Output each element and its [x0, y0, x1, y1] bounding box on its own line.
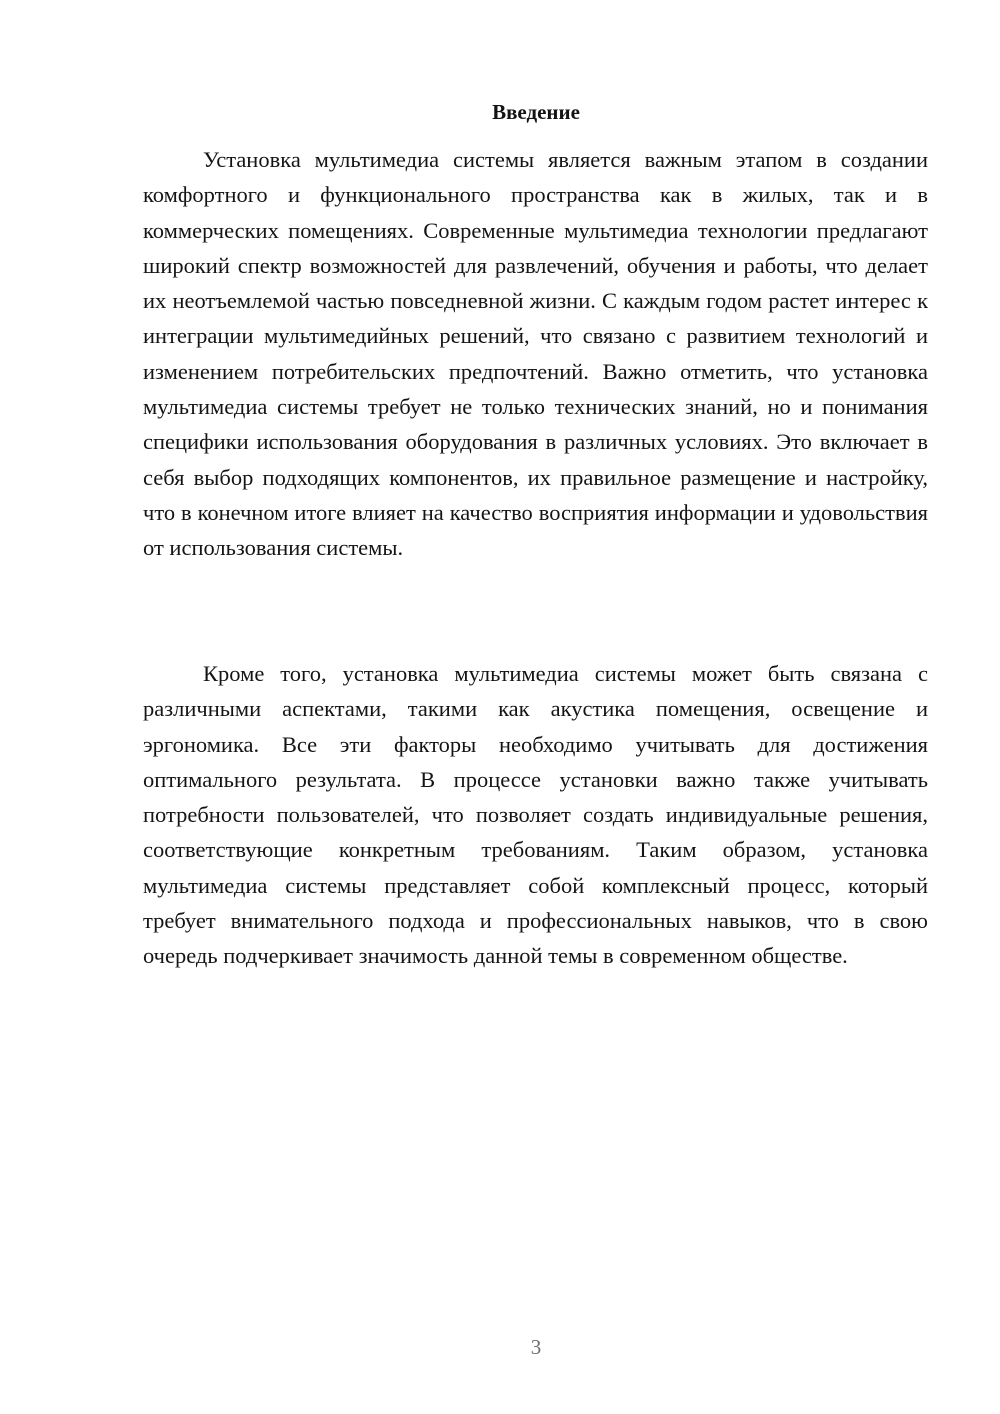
paragraph-intro: Установка мультимедиа системы является важным этапом в создании комфортного и функционального пространства как в жилых, так и в коммерческих помещениях. Современные мультимедиа технологии предлагают широкий спектр возможностей для развлечений, обучения и работы, что делает их неотъемлемой частью повседневной жизни. С каждым годом растет интерес к интеграции мультимедийных решений, что связано с развитием технологий и изменением потребительских предпочтений. Важно отметить, что установка мультимедиа системы требует не только технических знаний, но и понимания специфики использования оборудования в различных условиях. Это включает в себя выбор подходящих компонентов, их правильное размещение и настройку, что в конечном итоге влияет на качество восприятия информации и удовольствия от использования системы. — [143, 147, 928, 561]
paragraph-aspects: Кроме того, установка мультимедиа системы может быть связана с различными аспектами, такими как акустика помещения, освещение и эргономика. Все эти факторы необходимо учитывать для достижения оптимального результата. В процессе установки важно также учитывать потребности пользователей, что позволяет создать индивидуальные решения, соответствующие конкретным требованиям. Таким образом, установка мультимедиа системы представляет собой комплексный процесс, который требует внимательного подхода и профессиональных навыков, что в свою очередь подчеркивает значимость данной темы в современном обществе. — [143, 661, 928, 969]
page-number: 3 — [530, 1335, 542, 1359]
section-heading: Введение — [492, 100, 580, 124]
